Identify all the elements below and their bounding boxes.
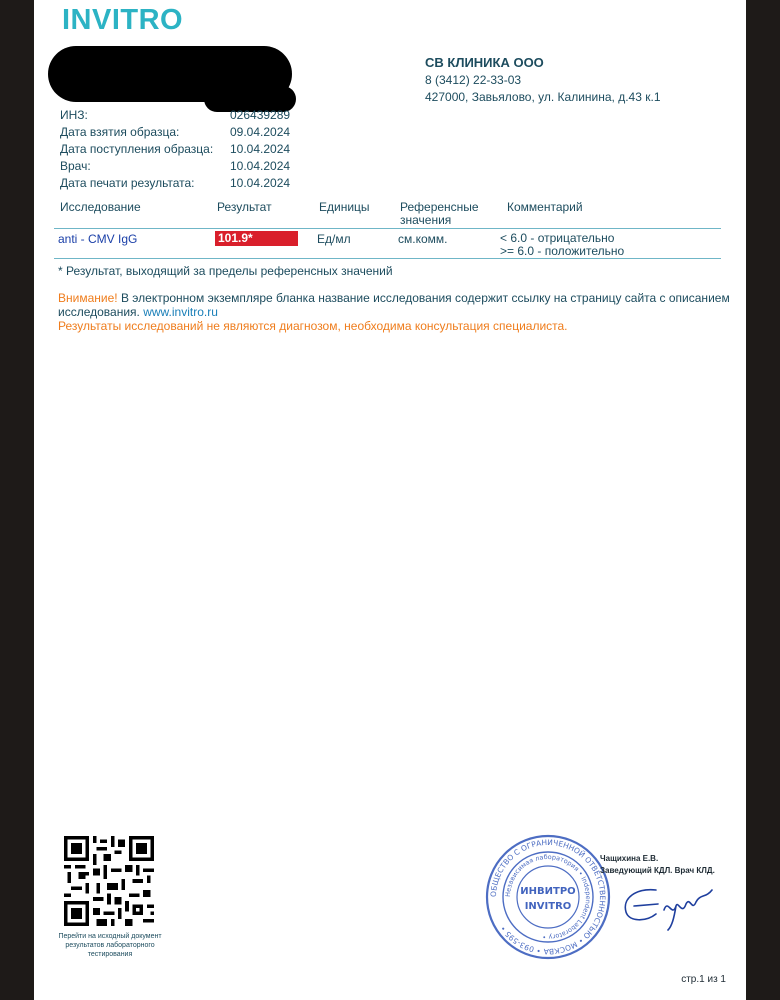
attention-line-1 — [58, 291, 730, 305]
attention-line-2 — [58, 305, 218, 319]
clinic-address: 427000, Завьялово, ул. Калинина, д.43 к.1 — [425, 90, 661, 104]
clinic-phone: 8 (3412) 22-33-03 — [425, 73, 522, 87]
signature-icon — [616, 876, 724, 932]
sample-taken-label: Дата взятия образца: — [60, 125, 180, 139]
diagnosis-disclaimer: Результаты исследований не являются диагнозом, необходима консультация специалиста. — [58, 319, 568, 333]
page-number: стр.1 из 1 — [681, 974, 726, 985]
clinic-name: СВ КЛИНИКА ООО — [425, 55, 544, 70]
sample-received-value: 10.04.2024 — [230, 142, 291, 156]
stamp-center-ru: ИНВИТРО — [520, 886, 576, 897]
out-of-range-footnote: * Результат, выходящий за пределы референсных значений — [58, 264, 393, 278]
print-date-value: 10.04.2024 — [230, 176, 291, 190]
result-units: Ед/мл — [317, 232, 351, 246]
inz-label: ИНЗ: — [60, 108, 88, 122]
result-comment-line-1: < 6.0 - отрицательно — [500, 231, 615, 245]
result-value-badge: 101.9* — [215, 231, 298, 246]
result-reference: см.комм. — [398, 232, 448, 246]
test-name-link[interactable]: anti - CMV IgG — [58, 232, 138, 246]
invitro-logo: INVITRO — [62, 4, 184, 36]
sample-received-label: Дата поступления образца: — [60, 142, 214, 156]
col-header-result: Результат — [217, 200, 272, 214]
stamp-center-en: INVITRO — [524, 901, 572, 912]
attention-label: Внимание! — [58, 291, 118, 305]
inz-value: 026439289 — [230, 108, 291, 122]
col-header-units: Единицы — [319, 200, 370, 214]
sample-taken-value: 09.04.2024 — [230, 125, 291, 139]
attention-text: В электронном экземпляре бланка название исследования содержит ссылку на страницу сайта с описанием — [120, 291, 730, 305]
report-sheet — [34, 0, 746, 1000]
qr-code-icon[interactable] — [64, 836, 154, 926]
attention-text-cont: исследования. — [58, 305, 140, 319]
stamp-outer-text: ОБЩЕСТВО С ОГРАНИЧЕННОЙ ОТВЕТСТВЕННОСТЬЮ • МОСКВА • 093-595 • — [488, 837, 608, 957]
signer-title: Заведующий КДЛ. Врач КЛД. — [600, 866, 715, 875]
table-bottom-divider — [54, 258, 721, 259]
col-header-reference: Референсные значения — [400, 200, 479, 227]
stamp-inner-text: Независимая лаборатория • Independent Laboratory • — [503, 852, 593, 942]
lab-stamp-icon — [484, 833, 612, 961]
doctor-value: 10.04.2024 — [230, 159, 291, 173]
col-header-comment: Комментарий — [507, 200, 583, 214]
signer-name: Чащихина Е.В. — [600, 854, 659, 863]
print-date-label: Дата печати результата: — [60, 176, 195, 190]
invitro-website-link[interactable]: www.invitro.ru — [143, 305, 218, 319]
qr-caption: Перейти на исходный документ результатов лабораторного тестирования — [58, 933, 162, 958]
col-header-test: Исследование — [60, 200, 141, 214]
table-row-divider — [54, 228, 721, 229]
result-comment-line-2: >= 6.0 - положительно — [500, 244, 625, 258]
doctor-label: Врач: — [60, 159, 91, 173]
